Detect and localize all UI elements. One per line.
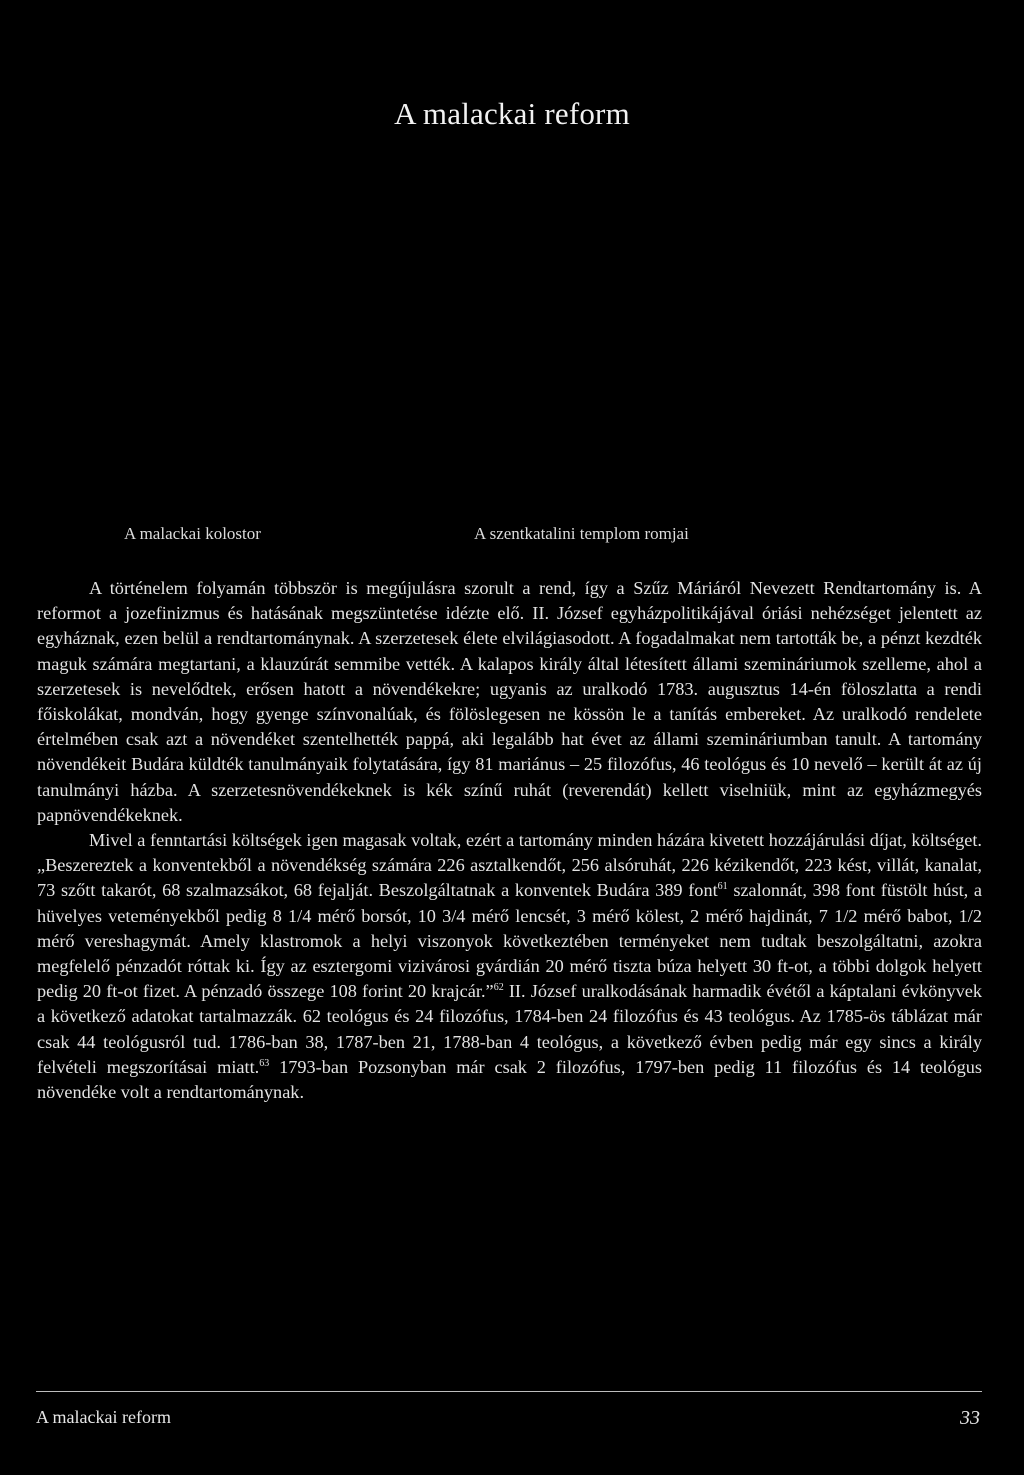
footer-rule <box>36 1391 982 1392</box>
paragraph: Mivel a fenntartási költségek igen magasak voltak, ezért a tartomány minden házára kivetett hozzájárulási díjat, költséget. „Beszereztek a konventekből a növendékség számára 226 asztalkendőt, 256 alsóruhát, 226 kézikendőt, 223 kést, villát, kanalat, 73 szőtt takarót, 68 szalmazsákot, 68 fejalját. Beszolgáltatnak a konventek Budára 389 font$^{61}$ szalonnát, 398 font füstölt húst, a hüvelyes veteményekből pedig 8 1/4 mérő borsót, 10 3/4 mérő lencsét, 3 mérő kölest, 2 mérő hajdinát, 7 1/2 mérő babot, 1/2 mérő vereshagymát. Amely klastromok a helyi viszonyok következtében terményeket nem tudtak beszolgáltatni, azokra megfelelő pénzadót róttak ki. Így az esztergomi vizivárosi gvárdián 20 mérő tiszta búza helyett 30 ft-ot, a többi dolgok helyett pedig 20 ft-ot fizet. A pénzadó összege 108 forint 20 krajcár.”$^{62}$ II. József uralkodásának harmadik évétől a káptalani évkönyvek a következő adatokat tartalmazzák. 62 teológus és 24 filozófus, 1784-ben 24 filozófus és 43 teológus. Az 1785-ös táblázat már csak 44 teológusról tud. 1786-ban 38, 1787-ben 21, 1788-ban 4 teológus, a következő évben pedig már egy sincs a király felvételi megszorításai miatt.$^{63}$ 1793-ban Pozsonyban már csak 2 filozófus, 1797-ben pedig 11 filozófus és 14 teológus növendéke volt a rendtartománynak. <box>37 830 983 1103</box>
footnote-ref: 61 <box>717 881 728 893</box>
page-number: 33 <box>960 1407 980 1429</box>
footer-running-title: A malackai reform <box>36 1407 171 1427</box>
footnote-ref: 62 <box>493 982 504 994</box>
photo-caption-left: A malackai kolostor <box>124 524 261 543</box>
paragraph: A történelem folyamán többször is megújulásra szorult a rend, így a Szűz Máriáról Nevezett Rendtartomány is. A reformot a jozefinizmus és hatásának megszüntetése idézte elő. II. József egyházpolitikájával óriási nehézséget jelentett az egyháznak, ezen belül a rendtartománynak. A szerzetesek élete elvilágiasodott. A fogadalmakat nem tartották be, a pénzt kezdték maguk számára megtartani, a klauzúrát semmibe vették. A kalapos király által létesített állami szemináriumok szelleme, ahol a szerzetesek is nevelődtek, erősen hatott a növendékekre; ugyanis az uralkodó 1783. augusztus 14-én föloszlatta a rendi főiskolákat, mondván, hogy gyenge színvonalúak, és fölöslegesen ne kössön le a tanítás embereket. Az uralkodó rendelete értelmében csak azt a növendéket szentelhették pappá, aki legalább hat évet az állami szemináriumban tanult. A tartomány növendékeit Budára küldték tanulmányaik folytatására, így 81 mariánus – 25 filozófus, 46 teológus és 10 nevelő – került át az új tanulmányi házba. A szerzetesnövendékeknek is kék színű ruhát (reverendát) kellett viselniük, mint az egyházmegyés papnövendékeknek. <box>37 578 982 825</box>
photo-caption-right: A szentkatalini templom romjai <box>474 524 689 543</box>
page-title: A malackai reform <box>394 96 630 131</box>
footnote-ref: 63 <box>259 1057 270 1069</box>
body-text <box>37 576 982 1105</box>
